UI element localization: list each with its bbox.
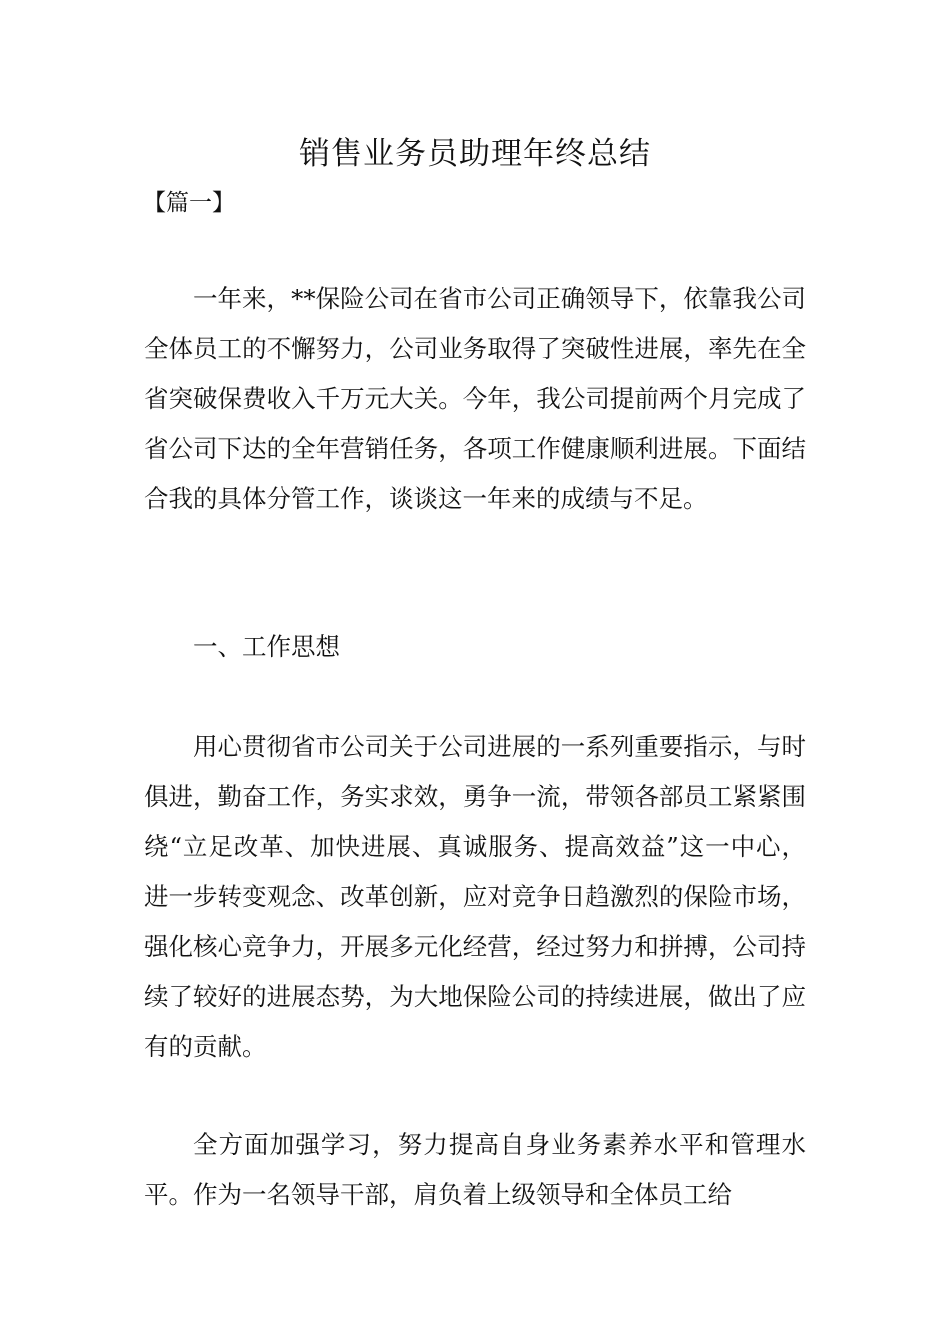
paragraph-study: 全方面加强学习，努力提高自身业务素养水平和管理水平。作为一名领导干部，肩负着上级领导和全体员工给 <box>144 1130 806 1209</box>
section-tag: 【篇一】 <box>143 190 235 216</box>
document-title: 销售业务员助理年终总结 <box>299 136 651 172</box>
paragraph-intro: 一年来，**保险公司在省市公司正确领导下，依靠我公司全体员工的不懈努力，公司业务取得了突破性进展，率先在全省突破保费收入千万元大关。今年，我公司提前两个月完成了省公司下达的全年营销任务，各项工作健康顺利进展。下面结合我的具体分管工作，谈谈这一年来的成绩与不足。 <box>144 284 806 513</box>
section-heading-work-thought: 一、工作思想 <box>193 632 340 661</box>
paragraph-work-thought: 用心贯彻省市公司关于公司进展的一系列重要指示，与时俱进，勤奋工作，务实求效，勇争一流，带领各部员工紧紧围绕“立足改革、加快进展、真诚服务、提高效益”这一中心，进一步转变观念、改革创新，应对竞争日趋激烈的保险市场，强化核心竞争力，开展多元化经营，经过努力和拼搏，公司持续了较好的进展态势，为大地保险公司的持续进展，做出了应有的贡献。 <box>144 732 806 1061</box>
